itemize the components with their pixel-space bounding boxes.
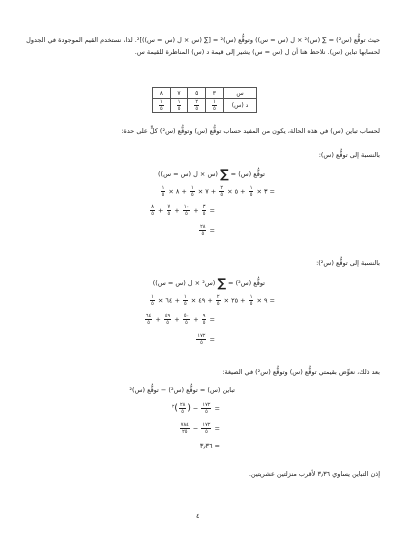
- ex-line-4: = $\frac{٢٨}{٥}$: [200, 224, 215, 237]
- table-row-x: [153, 88, 257, 99]
- table-cell: $\frac{٢}{٥}$: [188, 99, 206, 113]
- expectation-label: بالنسبة إلى توقُّع (س):: [318, 151, 380, 159]
- table-header-p: د (س): [223, 99, 257, 113]
- table-cell: ٥: [188, 88, 206, 99]
- table-cell: $\frac{١}{٥}$: [170, 99, 188, 113]
- conclusion-paragraph: إذن التباين يساوي ٣٫٣٦ لأقرب منزلتين عشريتين.: [248, 470, 380, 478]
- var-line-4: = ٣٫٣٦: [199, 442, 220, 450]
- ex-line-1: توقُّع (س) = ∑ (س × ل (س = س)): [158, 167, 265, 181]
- ex-line-2: = ٣ × $\frac{١}{٥}$ + ٥ × $\frac{٢}{٥}$ + ٧ × $\frac{١}{٥}$ + ٨ × $\frac{١}{٥}$: [161, 185, 275, 198]
- ex2-line-3: = $\frac{٩}{٥}$ + $\frac{٥٠}{٥}$ + $\frac{٤٩}{٥}$ + $\frac{٦٤}{٥}$: [145, 313, 215, 326]
- page-number: ٤: [196, 512, 200, 520]
- method-paragraph: لحساب تباين (س) في هذه الحالة، يكون من المفيد حساب توقُّع (س) وتوقُّع (س²) كلٍّ على حدة:: [121, 127, 380, 135]
- expectation-sq-label: بالنسبة إلى توقُّع (س²):: [316, 259, 380, 267]
- table-row-p: [153, 99, 257, 113]
- table-cell: ٧: [170, 88, 188, 99]
- distribution-table: [152, 87, 257, 113]
- var-line-3: = $\frac{١٧٢}{٥}$ − $\frac{٧٨٤}{٢٥}$: [180, 422, 220, 435]
- sigma-symbol: ∑: [217, 276, 226, 290]
- sigma-symbol: ∑: [219, 167, 229, 181]
- table-cell: ٨: [153, 88, 171, 99]
- ex2-line-4: = $\frac{١٧٢}{٥}$: [197, 333, 215, 346]
- intro-paragraph: حيث توقُّع (س²) = ∑ (س)² × ل (س = س)) وتوقُّع (س)² = [∑ (س × ل (س = س))]². لذا، نستخدم القيم الموجودة في الجدول لحسابها تباين (س). نلاحظ هنا أن ل (س = س) يشير إلى قيمة د (س) المناظرة للقيمة س.: [26, 36, 380, 56]
- ex-line-3: = $\frac{٣}{٥}$ + $\frac{١٠}{٥}$ + $\frac{٧}{٥}$ + $\frac{٨}{٥}$: [151, 204, 215, 217]
- table-cell: $\frac{١}{٥}$: [206, 99, 224, 113]
- ex2-line-1: توقُّع (س²) = ∑ (س² × ل (س = س)): [152, 276, 265, 290]
- table-header-x: س: [223, 88, 257, 99]
- substitution-paragraph: بعد ذلك، نعوِّض بقيمتي توقُّع (س) وتوقُّع (س²) في الصيغة:: [222, 368, 380, 376]
- var-line-1: تباين (س) = توقُّع (س²) − توقُّع (س)²: [129, 386, 235, 394]
- var-line-2: = $\frac{١٧٢}{٥}$ − ( $\frac{٢٨}{٥}$ )$^٢$: [172, 402, 220, 415]
- table-cell: ٣: [206, 88, 224, 99]
- ex2-line-2: = ٩ × $\frac{١}{٥}$ + ٢٥ × $\frac{٢}{٥}$ + ٤٩ × $\frac{١}{٥}$ + ٦٤ × $\frac{١}{٥}$: [151, 294, 275, 307]
- table-cell: $\frac{١}{٥}$: [153, 99, 171, 113]
